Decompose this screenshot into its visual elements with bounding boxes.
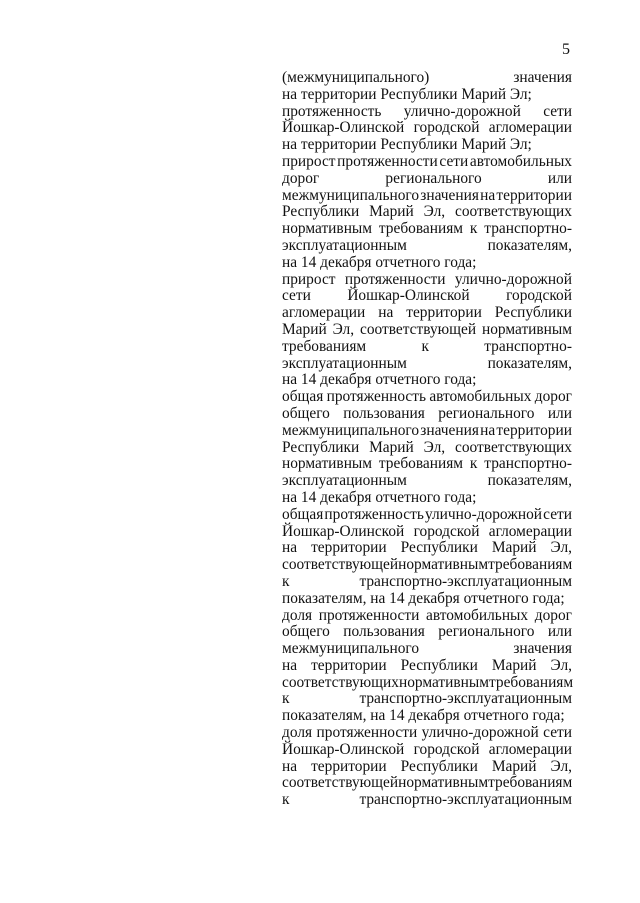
text-word: межмуниципального	[282, 186, 420, 204]
text-word: территории	[311, 757, 387, 775]
text-word: Марий	[491, 656, 537, 674]
text-line	[282, 691, 572, 708]
text-word: или	[547, 623, 572, 641]
text-word: территории	[406, 304, 482, 322]
text-word: требованиям	[378, 220, 464, 238]
page-number: 5	[562, 41, 570, 58]
text-line	[282, 137, 572, 154]
text-word: транспортно-	[484, 220, 572, 238]
text-line	[282, 188, 572, 205]
text-line	[282, 759, 572, 776]
text-word: протяженности	[337, 152, 438, 170]
text-word: доля	[282, 724, 313, 742]
text-word: улично-дорожной	[424, 505, 543, 523]
text-word: нормативным	[398, 774, 489, 792]
text-word: показателям,	[487, 354, 572, 372]
text-word: автомобильных	[429, 388, 532, 406]
text-line	[282, 608, 572, 625]
text-word: к	[282, 690, 290, 708]
text-word: на	[282, 757, 298, 775]
text-word: соответствующей	[282, 556, 399, 574]
text-word: дорог	[534, 606, 572, 624]
text-word: транспортно-	[484, 337, 572, 355]
text-word: городской	[413, 119, 480, 137]
text-word: на 14 декабря отчетного года;	[282, 371, 477, 389]
text-word: эксплуатационным	[282, 472, 407, 490]
text-word: требованиям	[488, 556, 573, 574]
text-word: протяженности	[316, 724, 418, 742]
text-word: к	[282, 791, 290, 809]
text-word: или	[547, 169, 572, 187]
text-word: соответствующих	[455, 438, 572, 456]
text-word: территории	[496, 186, 572, 204]
text-word: Йошкар-Олинской	[282, 119, 405, 137]
text-word: дорог	[282, 169, 320, 187]
text-line	[282, 490, 572, 507]
text-word: Эл,	[423, 203, 446, 221]
text-word: сети	[282, 287, 311, 305]
text-word: территории	[311, 539, 387, 557]
text-word: значения	[420, 421, 479, 439]
text-word: соответствующих	[455, 203, 572, 221]
text-word: Марий	[369, 438, 414, 456]
text-line	[282, 725, 572, 742]
text-line	[282, 591, 572, 608]
text-word: доля	[282, 606, 313, 624]
text-word: Республики	[282, 203, 360, 221]
text-word: сети	[543, 505, 572, 523]
text-line	[282, 389, 572, 406]
document-text-column	[282, 70, 572, 809]
text-line	[282, 507, 572, 524]
text-word: прирост	[282, 270, 336, 288]
text-word: нормативным	[481, 320, 572, 338]
text-word: транспортно-эксплуатационным	[359, 791, 572, 809]
text-line	[282, 440, 572, 457]
text-word: к	[421, 337, 429, 355]
text-word: транспортно-	[484, 455, 572, 473]
text-word: Йошкар-Олинской	[282, 522, 405, 540]
text-word: автомобильных	[425, 606, 529, 624]
text-word: на	[378, 304, 394, 322]
text-word: нормативным	[282, 220, 373, 238]
text-word: показателям, на 14 декабря отчетного года;	[282, 707, 565, 725]
text-word: Марий	[282, 320, 327, 338]
text-word: требованиям	[488, 673, 574, 691]
text-line	[282, 792, 572, 809]
text-word: межмуниципального	[282, 421, 420, 439]
text-word: (межмуниципального)	[282, 69, 430, 86]
text-word: Республики	[400, 757, 478, 775]
text-word: протяженности	[344, 270, 446, 288]
text-word: Республики	[282, 438, 360, 456]
text-line	[282, 356, 572, 373]
text-word: Марий	[491, 757, 537, 775]
text-word: агломерации	[282, 304, 366, 322]
text-word: протяженности	[318, 606, 420, 624]
text-line	[282, 524, 572, 541]
text-word: на 14 декабря отчетного года;	[282, 488, 477, 506]
text-word: Йошкар-Олинской	[347, 287, 470, 305]
text-line	[282, 423, 572, 440]
text-word: дорог	[534, 388, 572, 406]
text-line	[282, 288, 572, 305]
text-word: нормативным	[398, 556, 489, 574]
text-word: показателям, на 14 декабря отчетного года;	[282, 589, 565, 607]
text-word: агломерации	[488, 119, 572, 137]
text-word: городской	[506, 287, 572, 305]
text-word: улично-дорожной	[403, 102, 521, 120]
text-word: к	[282, 572, 290, 590]
text-word: требованиям	[282, 337, 367, 355]
text-line	[282, 272, 572, 289]
text-word: Эл,	[332, 320, 355, 338]
text-word: соответствующей	[282, 774, 399, 792]
text-word: регионального	[385, 169, 482, 187]
text-word: сети	[439, 152, 469, 170]
text-line	[282, 305, 572, 322]
text-line	[282, 221, 572, 238]
text-word: протяженность	[326, 388, 427, 406]
text-word: на 14 декабря отчетного года;	[282, 253, 477, 271]
text-word: к	[469, 455, 478, 473]
text-line	[282, 406, 572, 423]
text-line	[282, 675, 572, 692]
text-word: автомобильных	[469, 152, 572, 170]
text-line	[282, 238, 572, 255]
text-word: прирост	[282, 152, 336, 170]
text-word: на	[282, 539, 298, 557]
text-line	[282, 70, 572, 87]
text-word: на	[480, 186, 496, 204]
text-word: протяженность	[282, 102, 382, 120]
text-word: соответствующей	[360, 320, 477, 338]
text-word: Эл,	[423, 438, 446, 456]
text-word: улично-дорожной	[454, 270, 572, 288]
text-word: городской	[413, 522, 480, 540]
text-word: значения	[420, 186, 479, 204]
text-line	[282, 120, 572, 137]
text-word: требованиям	[378, 455, 464, 473]
text-line	[282, 540, 572, 557]
text-line	[282, 456, 572, 473]
text-word: на территории Республики Марий Эл;	[282, 85, 532, 103]
text-line	[282, 104, 572, 121]
text-word: Республики	[400, 539, 478, 557]
text-line	[282, 154, 572, 171]
text-word: регионального	[438, 623, 535, 641]
text-word: или	[547, 404, 572, 422]
text-word: на	[480, 421, 496, 439]
text-word: протяженность	[324, 505, 424, 523]
text-word: к	[469, 220, 478, 238]
text-word: общего	[282, 404, 330, 422]
text-word: пользования	[343, 623, 425, 641]
text-word: улично-дорожной	[421, 724, 539, 742]
text-word: соответствующих	[282, 673, 399, 691]
text-word: территории	[311, 656, 387, 674]
text-line	[282, 641, 572, 658]
text-word: межмуниципального	[282, 640, 420, 658]
text-word: показателям,	[487, 472, 572, 490]
text-word: территории	[496, 421, 572, 439]
text-line	[282, 574, 572, 591]
text-word: Эл,	[550, 539, 572, 557]
text-word: Эл,	[550, 757, 572, 775]
text-word: значения	[513, 69, 572, 86]
text-word: агломерации	[488, 740, 572, 758]
text-line	[282, 204, 572, 221]
text-word: Марий	[369, 203, 414, 221]
text-word: показателям,	[487, 236, 572, 254]
text-word: Йошкар-Олинской	[282, 740, 405, 758]
text-word: эксплуатационным	[282, 236, 407, 254]
text-word: на территории Республики Марий Эл;	[282, 136, 532, 154]
text-line	[282, 372, 572, 389]
text-line	[282, 557, 572, 574]
text-line	[282, 171, 572, 188]
text-line	[282, 624, 572, 641]
text-word: значения	[513, 640, 572, 658]
text-word: общая	[282, 388, 324, 406]
text-line	[282, 255, 572, 272]
text-line	[282, 339, 572, 356]
text-word: Марий	[491, 539, 537, 557]
text-word: транспортно-эксплуатационным	[359, 690, 572, 708]
text-line	[282, 742, 572, 759]
text-word: сети	[543, 724, 572, 742]
text-word: Республики	[494, 304, 572, 322]
text-line	[282, 658, 572, 675]
text-line	[282, 775, 572, 792]
text-word: требованиям	[488, 774, 573, 792]
text-word: нормативным	[398, 673, 489, 691]
text-word: Республики	[400, 656, 478, 674]
text-word: эксплуатационным	[282, 354, 407, 372]
text-line	[282, 708, 572, 725]
text-word: общая	[282, 505, 324, 523]
text-word: нормативным	[282, 455, 373, 473]
text-line	[282, 87, 572, 104]
text-word: пользования	[343, 404, 425, 422]
text-word: общего	[282, 623, 330, 641]
text-line	[282, 473, 572, 490]
text-line	[282, 322, 572, 339]
text-word: Эл,	[550, 656, 572, 674]
text-word: транспортно-эксплуатационным	[359, 572, 572, 590]
text-word: сети	[543, 102, 572, 120]
text-word: на	[282, 656, 298, 674]
text-word: регионального	[438, 404, 535, 422]
text-word: городской	[413, 740, 480, 758]
text-word: агломерации	[488, 522, 572, 540]
